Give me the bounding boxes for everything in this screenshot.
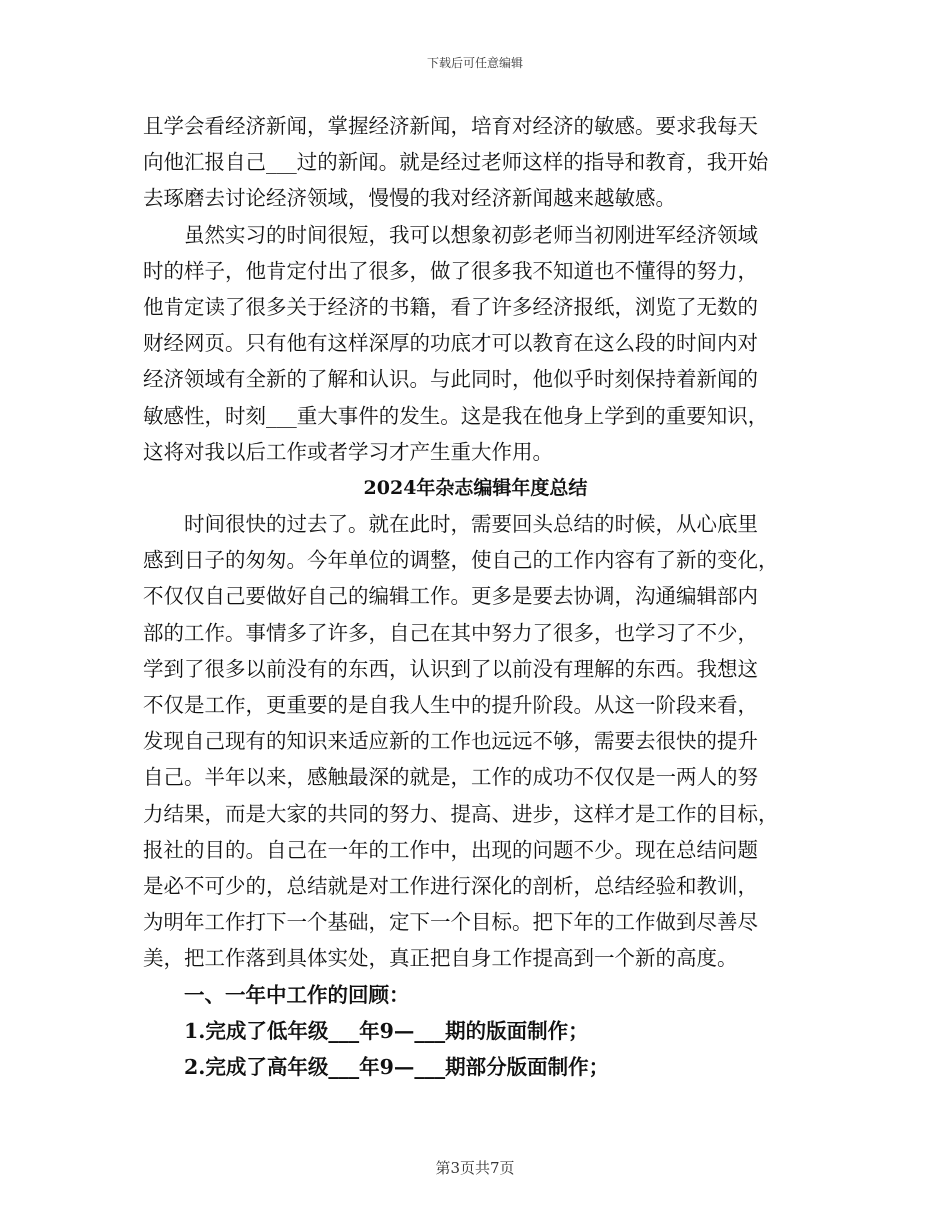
list-item: 1.完成了低年级___年9—___期的版面制作； xyxy=(184,1018,589,1043)
paragraph-line: 部的工作。事情多了许多，自己在其中努力了很多，也学习了不少， xyxy=(143,620,758,645)
paragraph-line: 去琢磨去讨论经济领域，慢慢的我对经济新闻越来越敏感。 xyxy=(143,186,676,211)
paragraph-line: 不仅是工作，更重要的是自我人生中的提升阶段。从这一阶段来看， xyxy=(143,693,758,717)
paragraph-line: 向他汇报自己___过的新闻。就是经过老师这样的指导和教育，我开始 xyxy=(143,150,769,175)
paragraph-line: 不仅仅自己要做好自己的编辑工作。更多是要去协调，沟通编辑部内 xyxy=(143,584,758,609)
paragraph-line: 发现自己现有的知识来适应新的工作也远远不够，需要去很快的提升 xyxy=(143,729,758,754)
page-number: 第3页共7页 xyxy=(435,1159,515,1177)
paragraph-line: 敏感性，时刻___重大事件的发生。这是我在他身上学到的重要知识， xyxy=(143,403,769,428)
section-title: 2024年杂志编辑年度总结 xyxy=(363,476,588,499)
paragraph-line: 自己。半年以来，感触最深的就是，工作的成功不仅仅是一两人的努 xyxy=(143,765,758,790)
paragraph-line: 力结果，而是大家的共同的努力、提高、进步，这样才是工作的目标， xyxy=(143,801,779,826)
paragraph-line: 是必不可少的，总结就是对工作进行深化的剖析，总结经验和教训， xyxy=(143,873,758,898)
paragraph-line: 这将对我以后工作或者学习才产生重大作用。 xyxy=(143,439,553,464)
paragraph-line: 他肯定读了很多关于经济的书籍，看了许多经济报纸，浏览了无数的 xyxy=(143,294,758,319)
document-body xyxy=(143,108,808,1085)
paragraph-line: 报社的目的。自己在一年的工作中，出现的问题不少。现在总结问题 xyxy=(143,837,758,862)
section-heading: 一、一年中工作的回顾： xyxy=(184,982,410,1007)
paragraph-line: 且学会看经济新闻，掌握经济新闻，培育对经济的敏感。要求我每天 xyxy=(143,114,758,138)
paragraph-line: 经济领域有全新的了解和认识。与此同时，他似乎时刻保持着新闻的 xyxy=(143,367,758,392)
paragraph-line: 虽然实习的时间很短，我可以想象初彭老师当初刚进军经济领域 xyxy=(184,222,758,247)
paragraph-line: 为明年工作打下一个基础，定下一个目标。把下年的工作做到尽善尽 xyxy=(143,910,758,935)
paragraph-line: 财经网页。只有他有这样深厚的功底才可以教育在这么段的时间内对 xyxy=(143,331,758,356)
paragraph-line: 时的样子，他肯定付出了很多，做了很多我不知道也不懂得的努力， xyxy=(143,258,758,283)
paragraph-line: 美，把工作落到具体实处，真正把自身工作提高到一个新的高度。 xyxy=(143,946,738,971)
page-header: 下载后可任意编辑 xyxy=(426,56,523,70)
list-item: 2.完成了高年级___年9—___期部分版面制作； xyxy=(184,1054,610,1079)
paragraph-line: 感到日子的匆匆。今年单位的调整，使自己的工作内容有了新的变化， xyxy=(143,548,779,573)
paragraph-line: 时间很快的过去了。就在此时，需要回头总结的时候，从心底里 xyxy=(184,512,758,537)
paragraph-line: 学到了很多以前没有的东西，认识到了以前没有理解的东西。我想这 xyxy=(143,656,758,681)
